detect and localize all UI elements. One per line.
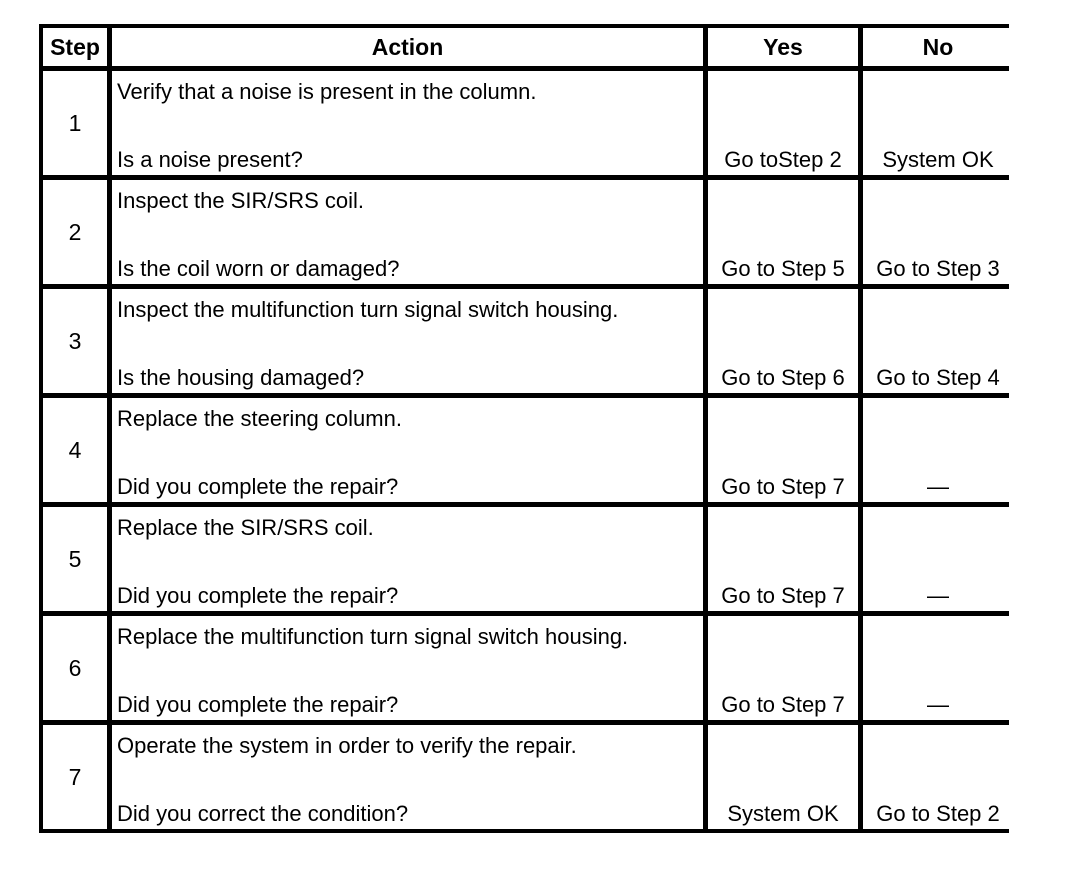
yes-result: Go to Step 7 (721, 474, 845, 499)
no-cell (863, 616, 1013, 720)
yes-cell (708, 616, 858, 720)
yes-cell (708, 289, 858, 393)
yes-result: Go to Step 6 (721, 365, 845, 390)
step-number: 6 (43, 616, 107, 720)
action-question: Is the coil worn or damaged? (117, 256, 400, 281)
header-yes: Yes (708, 28, 858, 66)
no-result: — (927, 583, 949, 608)
step-number: 7 (43, 725, 107, 829)
no-cell (863, 398, 1013, 502)
action-cell (112, 507, 703, 611)
no-result: Go to Step 4 (876, 365, 1000, 390)
action-text: Inspect the SIR/SRS coil. (117, 188, 364, 213)
step-number: 1 (43, 71, 107, 175)
step-number: 3 (43, 289, 107, 393)
action-cell (112, 398, 703, 502)
yes-result: Go to Step 7 (721, 692, 845, 717)
action-question: Did you correct the condition? (117, 801, 409, 826)
step-number: 2 (43, 180, 107, 284)
no-cell (863, 289, 1013, 393)
header-step: Step (43, 28, 107, 66)
action-cell (112, 71, 703, 175)
no-result: — (927, 692, 949, 717)
action-cell (112, 725, 703, 829)
no-result: — (927, 474, 949, 499)
diagnostic-table (39, 24, 1009, 833)
yes-cell (708, 507, 858, 611)
action-question: Is a noise present? (117, 147, 303, 172)
yes-result: System OK (727, 801, 839, 826)
step-number: 4 (43, 398, 107, 502)
action-text: Replace the SIR/SRS coil. (117, 515, 374, 540)
no-cell (863, 71, 1013, 175)
action-cell (112, 289, 703, 393)
header-action: Action (112, 28, 703, 66)
action-cell (112, 180, 703, 284)
no-result: System OK (882, 147, 994, 172)
action-text: Operate the system in order to verify the repair. (117, 733, 577, 758)
action-text: Inspect the multifunction turn signal switch housing. (117, 297, 619, 322)
yes-result: Go to Step 7 (721, 583, 845, 608)
yes-cell (708, 71, 858, 175)
yes-cell (708, 180, 858, 284)
action-question: Did you complete the repair? (117, 692, 399, 717)
action-question: Is the housing damaged? (117, 365, 365, 390)
yes-cell (708, 398, 858, 502)
no-cell (863, 725, 1013, 829)
action-text: Replace the multifunction turn signal switch housing. (117, 624, 629, 649)
action-question: Did you complete the repair? (117, 474, 399, 499)
no-result: Go to Step 2 (876, 801, 1000, 826)
yes-result: Go to Step 5 (721, 256, 845, 281)
action-text: Verify that a noise is present in the column. (117, 79, 537, 104)
no-result: Go to Step 3 (876, 256, 1000, 281)
no-cell (863, 507, 1013, 611)
yes-cell (708, 725, 858, 829)
action-question: Did you complete the repair? (117, 583, 399, 608)
action-text: Replace the steering column. (117, 406, 402, 431)
header-no: No (863, 28, 1013, 66)
no-cell (863, 180, 1013, 284)
step-number: 5 (43, 507, 107, 611)
action-cell (112, 616, 703, 720)
yes-result: Go toStep 2 (724, 147, 842, 172)
